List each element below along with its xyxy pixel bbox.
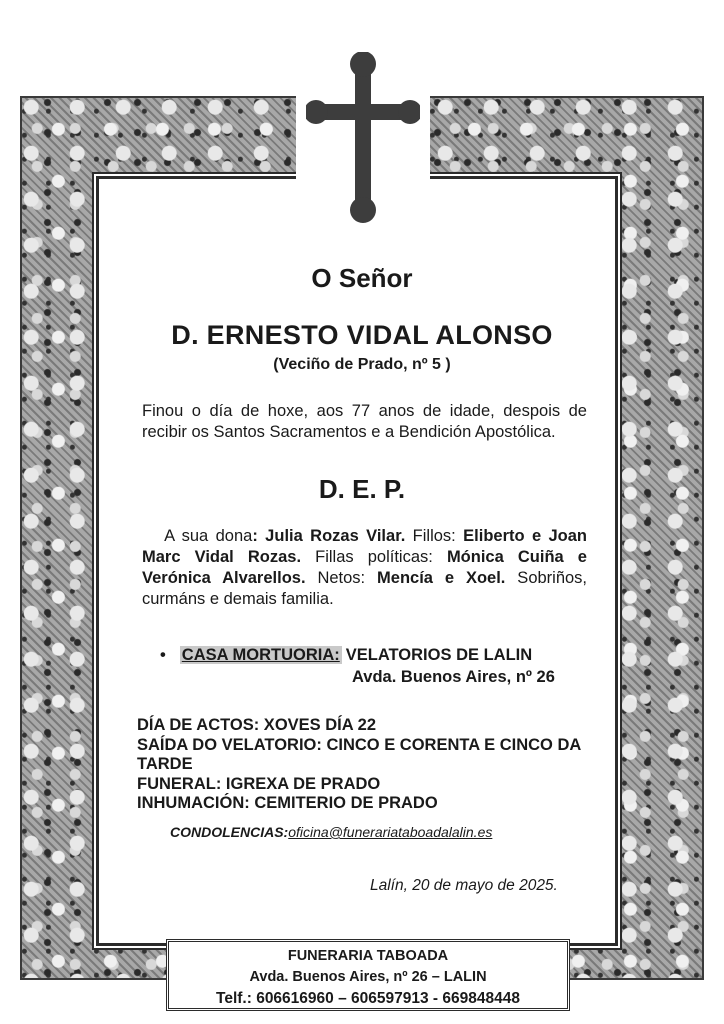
acts-day: DÍA DE ACTOS: XOVES DÍA 22 xyxy=(137,716,376,734)
death-announcement: Finou o día de hoxe, aos 77 anos de idade, despois de recibir os Santos Sacramentos e a Bendición Apostólica. xyxy=(142,402,587,441)
notice-date: Lalín, 20 de mayo de 2025. xyxy=(370,877,558,894)
casa-mortuoria-value: VELATORIOS DE LALIN xyxy=(345,646,533,664)
family-text-6: Mónica Cuiña e Verónica Alvarellos. xyxy=(142,548,587,587)
family-text-8: Mencía e Xoel. xyxy=(377,569,506,587)
casa-mortuoria-address: Avda. Buenos Aires, nº 26 xyxy=(352,668,555,686)
family-text-1: A sua dona xyxy=(164,527,253,545)
family-text-7: Netos: xyxy=(305,569,378,587)
deceased-name: D. ERNESTO VIDAL ALONSO xyxy=(171,320,553,350)
family-text-3: Fillos: xyxy=(405,527,464,545)
bullet-icon: • xyxy=(160,646,166,664)
acts-funeral: FUNERAL: IGREXA DE PRADO xyxy=(137,774,381,793)
funeral-home-address: Avda. Buenos Aires, nº 26 – LALIN xyxy=(249,969,487,985)
acts-block xyxy=(137,716,617,814)
family-paragraph xyxy=(142,526,587,610)
casa-mortuoria-label: CASA MORTUORIA: xyxy=(181,646,340,664)
notice-title: O Señor xyxy=(311,263,413,293)
funeral-home-box xyxy=(166,939,570,1011)
deceased-residence: (Veciño de Prado, nº 5 ) xyxy=(273,356,451,373)
family-text-2: : Julia Rozas Vilar. xyxy=(252,527,406,545)
family-text-9: Sobriños, curmáns e demais familia. xyxy=(142,569,588,608)
acts-departure: SAÍDA DO VELATORIO: CINCO E CORENTA E CINCO DA TARDE xyxy=(137,735,581,773)
funeral-home-phones: Telf.: 606616960 – 606597913 - 669848448 xyxy=(216,990,520,1007)
funeral-home-name: FUNERARIA TABOADA xyxy=(287,948,449,964)
condolences-line xyxy=(170,824,492,840)
rip-heading: D. E. P. xyxy=(318,474,406,504)
condolences-email-link[interactable]: oficina@funerariataboadalalin.es xyxy=(288,824,493,840)
family-text-5: Fillas políticas: xyxy=(301,548,447,566)
family-text-4: Eliberto e Joan Marc Vidal Rozas. xyxy=(142,527,588,566)
condolences-label: CONDOLENCIAS: xyxy=(170,824,289,840)
acts-burial: INHUMACIÓN: CEMITERIO DE PRADO xyxy=(137,794,438,812)
casa-mortuoria-row xyxy=(160,646,532,665)
